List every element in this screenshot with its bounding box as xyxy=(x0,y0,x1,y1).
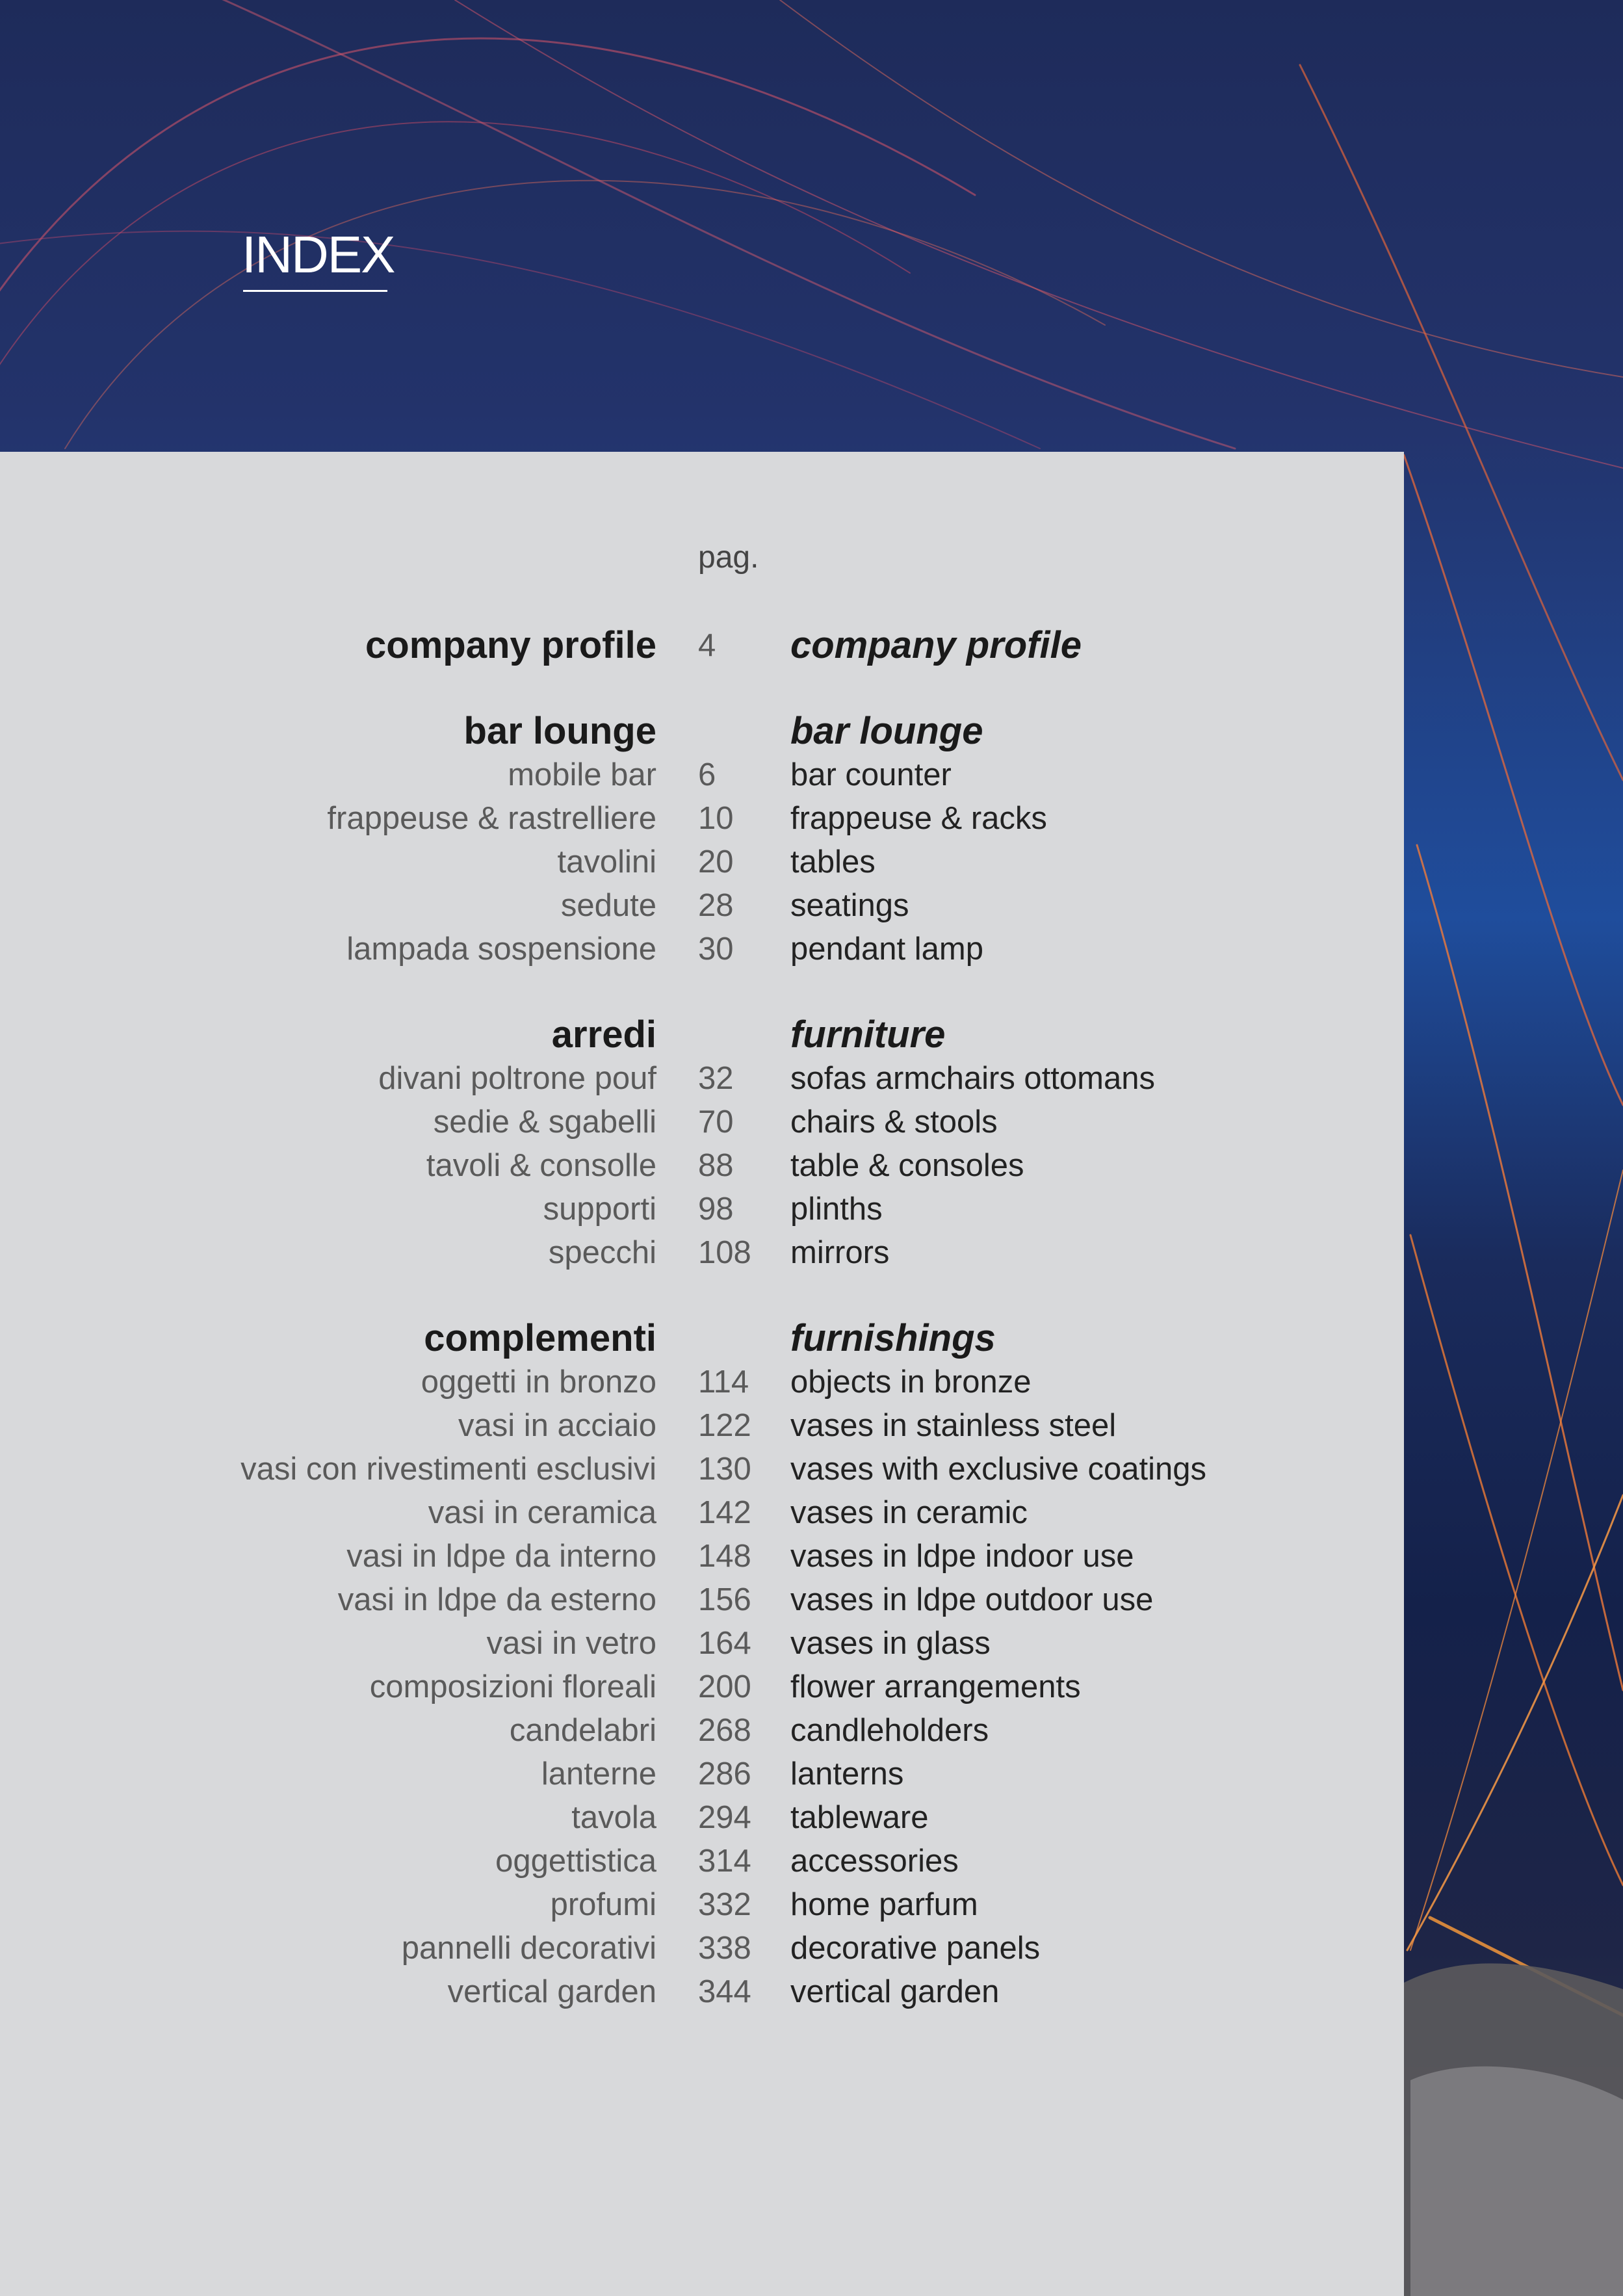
entry-title-en: vases with exclusive coatings xyxy=(790,1452,1207,1487)
section-heading xyxy=(0,624,1404,667)
entry-title-it: vasi in ceramica xyxy=(428,1495,656,1530)
entry-title-en: chairs & stools xyxy=(790,1104,998,1140)
index-entry xyxy=(0,1709,1404,1752)
index-entry xyxy=(0,1101,1404,1143)
index-entry xyxy=(0,753,1404,796)
entry-page-number: 20 xyxy=(698,844,734,880)
index-entry xyxy=(0,797,1404,840)
entry-title-en: vases in glass xyxy=(790,1626,991,1661)
section-title-en: company profile xyxy=(790,624,1082,666)
entry-title-en: vases in ceramic xyxy=(790,1495,1028,1530)
section-title-en: furnishings xyxy=(790,1317,996,1359)
entry-title-en: seatings xyxy=(790,888,909,923)
entry-title-en: bar counter xyxy=(790,757,952,792)
entry-page-number: 314 xyxy=(698,1844,751,1879)
index-entry xyxy=(0,928,1404,971)
entry-title-it: candelabri xyxy=(509,1713,656,1748)
entry-title-en: vertical garden xyxy=(790,1974,1000,2009)
entry-title-it: pannelli decorativi xyxy=(401,1931,656,1966)
entry-title-en: lanterns xyxy=(790,1756,904,1792)
entry-page-number: 98 xyxy=(698,1192,734,1227)
entry-page-number: 338 xyxy=(698,1931,751,1966)
entry-page-number: 10 xyxy=(698,801,734,836)
entry-title-it: sedie & sgabelli xyxy=(433,1104,656,1140)
entry-page-number: 268 xyxy=(698,1713,751,1748)
entry-title-en: table & consoles xyxy=(790,1148,1024,1183)
entry-page-number: 88 xyxy=(698,1148,734,1183)
entry-title-it: vertical garden xyxy=(447,1974,656,2009)
index-entry xyxy=(0,841,1404,883)
entry-title-it: supporti xyxy=(543,1192,656,1227)
title-underline xyxy=(243,290,387,292)
entry-title-it: tavoli & consolle xyxy=(426,1148,656,1183)
page-title: INDEX xyxy=(242,226,395,283)
entry-title-it: vasi in vetro xyxy=(486,1626,656,1661)
entry-title-it: mobile bar xyxy=(508,757,656,792)
entry-page-number: 142 xyxy=(698,1495,751,1530)
index-entry xyxy=(0,1361,1404,1403)
index-entry xyxy=(0,1665,1404,1708)
section-title-it: company profile xyxy=(365,624,656,666)
entry-title-en: flower arrangements xyxy=(790,1669,1081,1704)
index-entry xyxy=(0,1883,1404,1926)
entry-title-en: decorative panels xyxy=(790,1931,1041,1966)
section-title-en: bar lounge xyxy=(790,710,983,752)
entry-title-en: mirrors xyxy=(790,1235,890,1270)
entry-title-en: accessories xyxy=(790,1844,959,1879)
section-title-it: bar lounge xyxy=(463,710,656,752)
entry-title-en: vases in ldpe indoor use xyxy=(790,1539,1134,1574)
entry-page-number: 114 xyxy=(698,1364,749,1400)
entry-page-number: 200 xyxy=(698,1669,751,1704)
entry-page-number: 344 xyxy=(698,1974,751,2009)
index-entry xyxy=(0,1188,1404,1231)
section-heading xyxy=(0,710,1404,753)
entry-title-it: vasi in ldpe da esterno xyxy=(337,1582,656,1617)
entry-title-en: home parfum xyxy=(790,1887,978,1922)
entry-page-number: 70 xyxy=(698,1104,734,1140)
entry-title-it: profumi xyxy=(550,1887,656,1922)
entry-page-number: 294 xyxy=(698,1800,751,1835)
entry-title-en: tableware xyxy=(790,1800,929,1835)
entry-title-it: divani poltrone pouf xyxy=(378,1061,656,1096)
index-entry xyxy=(0,1840,1404,1883)
entry-page-number: 32 xyxy=(698,1061,734,1096)
index-entry xyxy=(0,1970,1404,2013)
index-entry xyxy=(0,1622,1404,1665)
entry-page-number: 164 xyxy=(698,1626,751,1661)
section-page: 4 xyxy=(698,628,716,663)
entry-title-it: lampada sospensione xyxy=(346,932,656,967)
entry-page-number: 332 xyxy=(698,1887,751,1922)
index-entry xyxy=(0,1796,1404,1839)
index-entry xyxy=(0,1491,1404,1534)
entry-title-en: tables xyxy=(790,844,876,880)
section-heading xyxy=(0,1013,1404,1056)
entry-title-it: oggetti in bronzo xyxy=(421,1364,656,1400)
index-entry xyxy=(0,1231,1404,1274)
entry-title-it: frappeuse & rastrelliere xyxy=(327,801,656,836)
index-entry xyxy=(0,1144,1404,1187)
entry-title-en: vases in ldpe outdoor use xyxy=(790,1582,1154,1617)
index-entry xyxy=(0,1404,1404,1447)
entry-title-it: specchi xyxy=(548,1235,656,1270)
entry-page-number: 30 xyxy=(698,932,734,967)
index-entry xyxy=(0,1927,1404,1970)
index-entry xyxy=(0,1057,1404,1100)
entry-title-en: frappeuse & racks xyxy=(790,801,1047,836)
entry-page-number: 122 xyxy=(698,1408,751,1443)
entry-title-it: sedute xyxy=(560,888,656,923)
entry-page-number: 130 xyxy=(698,1452,751,1487)
section-title-en: furniture xyxy=(790,1013,946,1056)
entry-page-number: 148 xyxy=(698,1539,751,1574)
page-column-label: pag. xyxy=(698,540,759,575)
entry-title-en: pendant lamp xyxy=(790,932,983,967)
entry-title-en: plinths xyxy=(790,1192,883,1227)
entry-title-it: vasi in acciaio xyxy=(458,1408,656,1443)
entry-page-number: 108 xyxy=(698,1235,751,1270)
index-entry xyxy=(0,1535,1404,1578)
section-title-it: complementi xyxy=(424,1317,656,1359)
entry-title-en: objects in bronze xyxy=(790,1364,1032,1400)
entry-title-it: tavola xyxy=(571,1800,656,1835)
entry-page-number: 156 xyxy=(698,1582,751,1617)
entry-title-it: tavolini xyxy=(557,844,656,880)
entry-title-en: sofas armchairs ottomans xyxy=(790,1061,1155,1096)
entry-page-number: 286 xyxy=(698,1756,751,1792)
entry-title-it: oggettistica xyxy=(495,1844,656,1879)
entry-page-number: 6 xyxy=(698,757,716,792)
entry-title-it: vasi con rivestimenti esclusivi xyxy=(240,1452,656,1487)
entry-title-it: vasi in ldpe da interno xyxy=(346,1539,656,1574)
index-entry xyxy=(0,1448,1404,1491)
index-entry xyxy=(0,884,1404,927)
entry-title-en: candleholders xyxy=(790,1713,989,1748)
section-heading xyxy=(0,1317,1404,1360)
section-title-it: arredi xyxy=(551,1013,656,1056)
entry-title-it: composizioni floreali xyxy=(369,1669,656,1704)
entry-page-number: 28 xyxy=(698,888,734,923)
index-entry xyxy=(0,1753,1404,1795)
entry-title-en: vases in stainless steel xyxy=(790,1408,1117,1443)
entry-title-it: lanterne xyxy=(541,1756,656,1792)
index-entry xyxy=(0,1578,1404,1621)
